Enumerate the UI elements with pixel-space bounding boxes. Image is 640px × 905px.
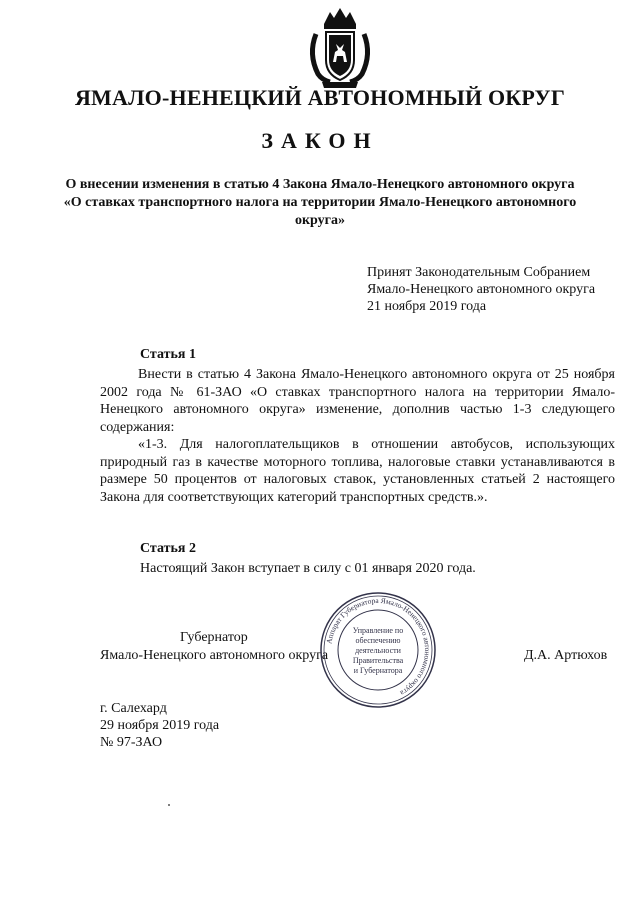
scan-speck [168,804,170,806]
region-title: ЯМАЛО-НЕНЕЦКИЙ АВТОНОМНЫЙ ОКРУГ [74,85,566,110]
stamp-ring-text: Аппарат Губернатора Ямало-Ненецкого автономного округа [324,595,433,698]
coat-of-arms-emblem [300,4,380,90]
governor-name: Д.А. Артюхов [524,648,608,663]
law-title: ЗАКОН [261,128,379,153]
stamp-line: обеспечению [355,636,401,645]
article-1-paragraph-2: «1-3. Для налогоплательщиков в отношении автобусов, использующих природный газ в качестве моторного топлива, налоговые ставки устанавливаются в размере 50 процентов от налоговых ставок, установленных статьей 2 настоящего Закона для соответствующих категорий транспортных средств.». [100,437,615,505]
stamp-line: деятельности [355,646,401,655]
stamp-line: Правительства [352,656,404,665]
adoption-line-1: Принят Законодательным Собранием [367,265,591,280]
official-stamp [318,590,438,710]
law-subject: О внесении изменения в статью 4 Закона Ямало-Ненецкого автономного округа «О ставках транспортного налога на территории Ямало-Ненецкого автономного округа» [63,177,577,228]
adoption-line-2: Ямало-Ненецкого автономного округа [367,282,596,297]
issue-number: № 97-ЗАО [100,735,163,750]
article-1-heading: Статья 1 [140,347,196,362]
stamp-line: Управление по [352,626,404,635]
issue-city: г. Салехард [100,701,167,716]
governor-region: Ямало-Ненецкого автономного округа [100,648,329,663]
article-2-text: Настоящий Закон вступает в силу с 01 января 2020 года. [140,561,476,576]
governor-title: Губернатор [180,630,248,645]
article-2-heading: Статья 2 [140,541,196,556]
adoption-date: 21 ноября 2019 года [367,299,487,314]
issue-date: 29 ноября 2019 года [100,718,220,733]
article-1-paragraph-1: Внести в статью 4 Закона Ямало-Ненецкого автономного округа от 25 ноября 2002 года № 61-ЗАО «О ставках транспортного налога на территории Ямало-Ненецкого автономного округа» изменение, дополнив частью 1-3 следующего содержания: [100,367,615,435]
stamp-line: и Губернатора [353,666,403,675]
adoption-block [367,264,627,315]
issue-block [100,700,219,751]
